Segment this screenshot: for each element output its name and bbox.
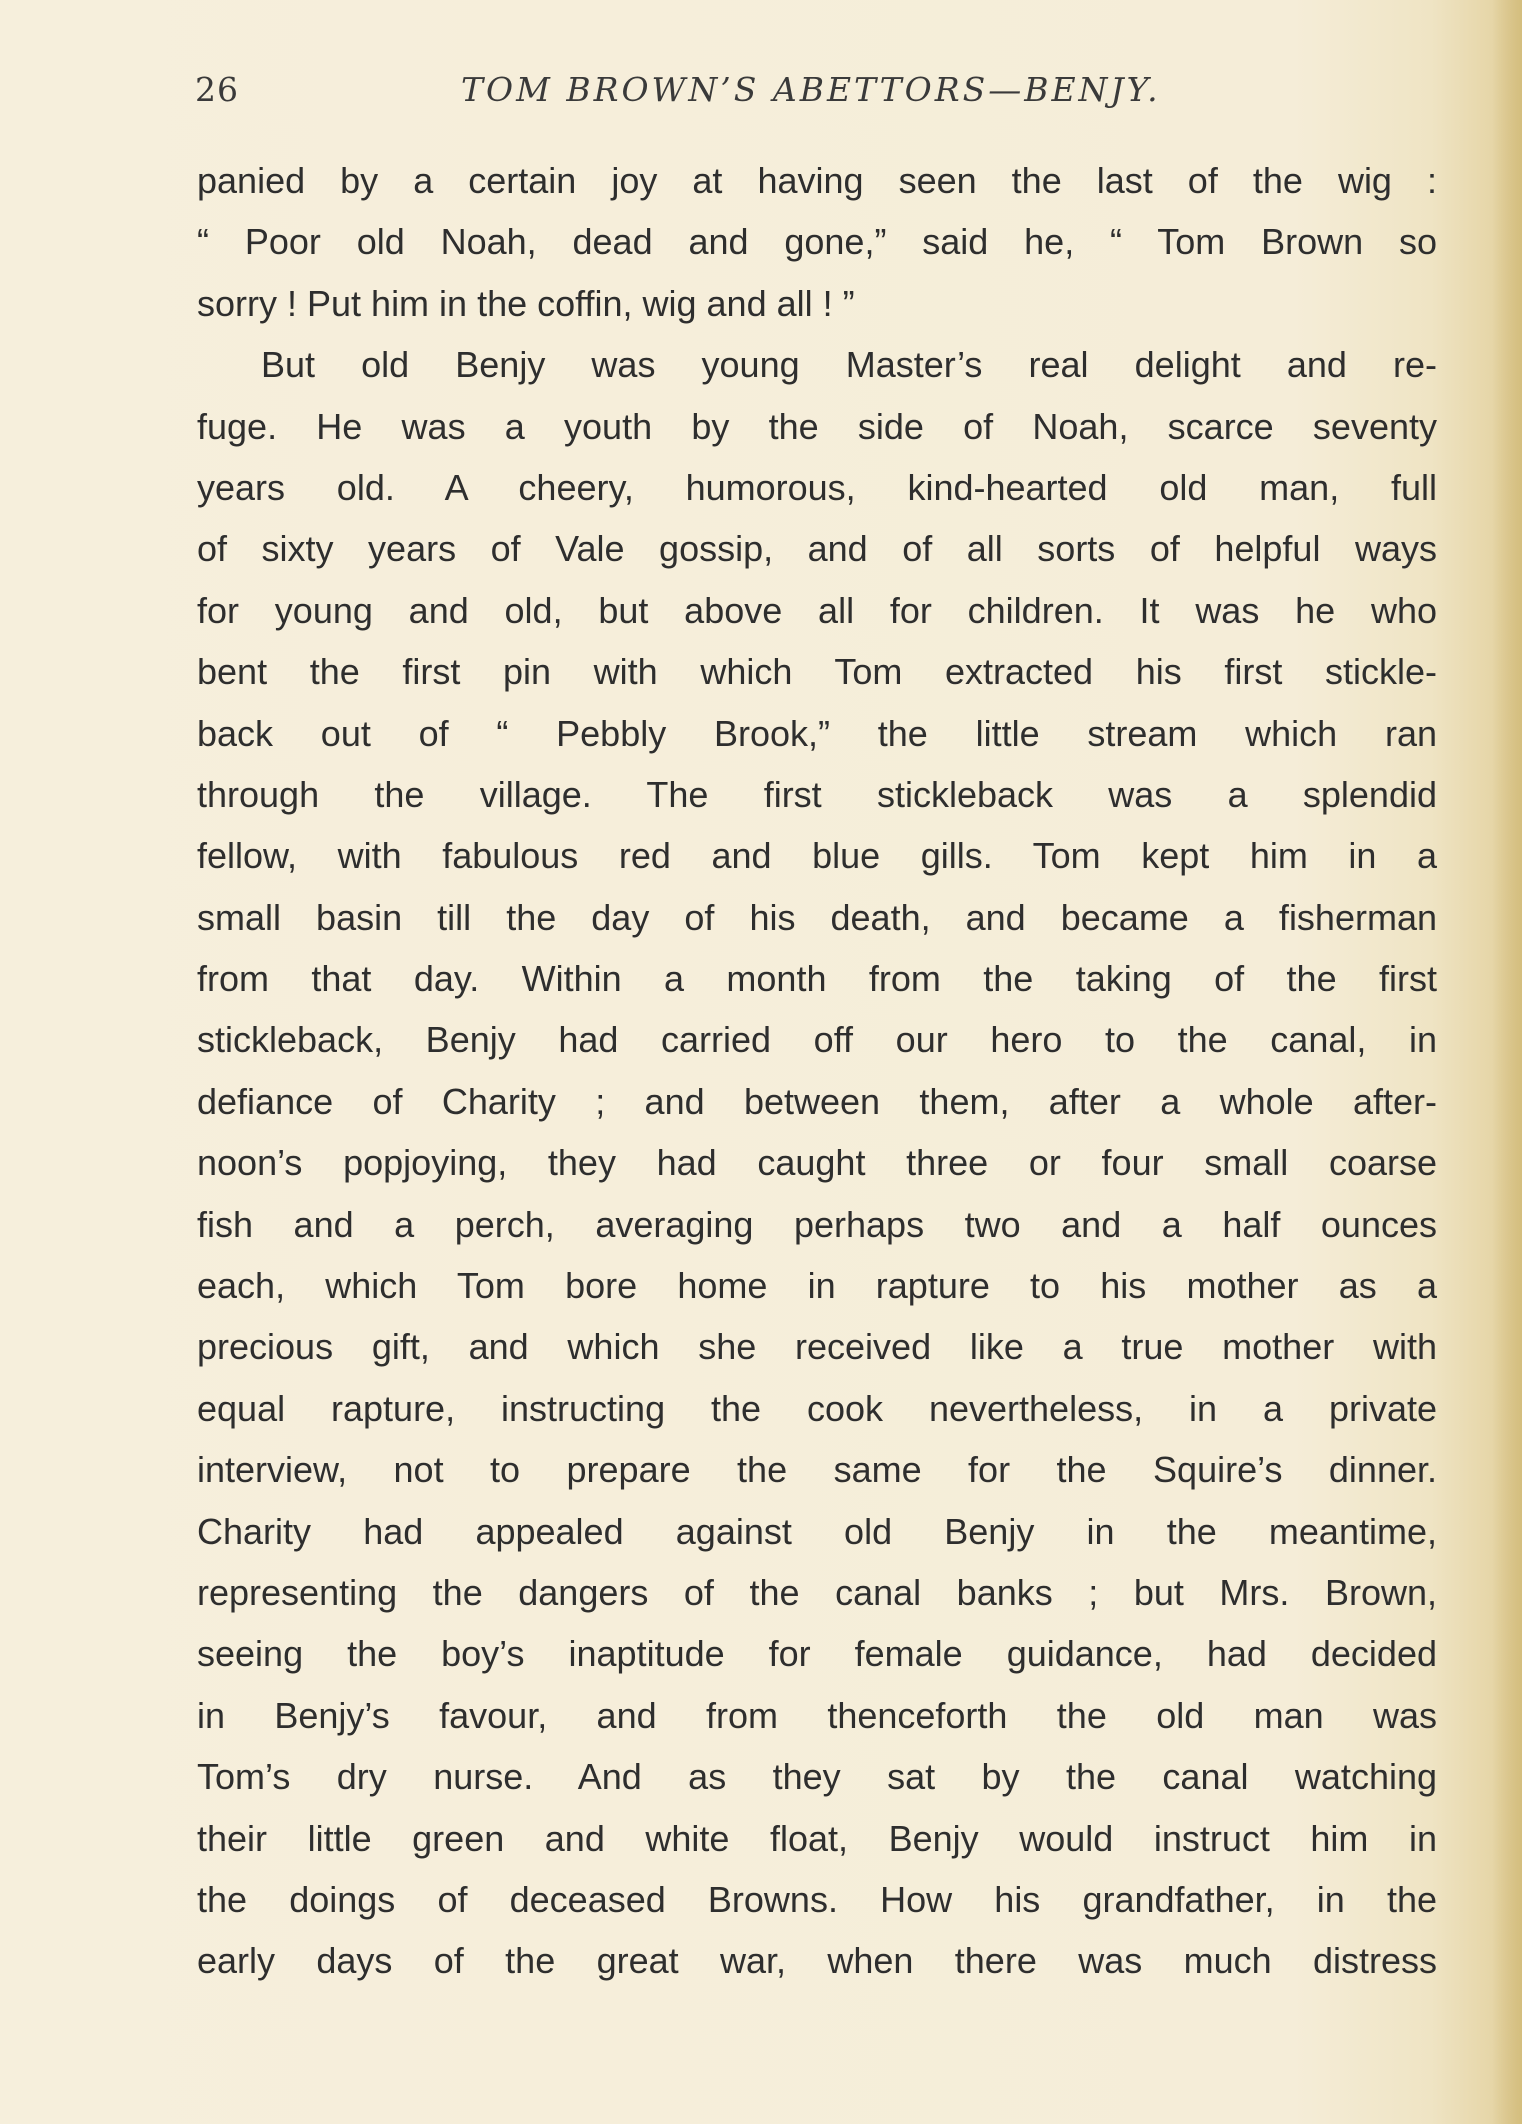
- text-line: fuge. He was a youth by the side of Noah, scarce seventy: [197, 405, 1437, 447]
- text-line: “ Poor old Noah, dead and gone,” said he, “ Tom Brown so: [197, 221, 1437, 263]
- text-line: through the village. The first stickleback was a splendid: [197, 773, 1437, 815]
- page-header: [195, 66, 1435, 116]
- text-line: years old. A cheery, humorous, kind-hearted old man, full: [197, 466, 1437, 508]
- text-line: equal rapture, instructing the cook nevertheless, in a private: [197, 1387, 1437, 1429]
- text-line: seeing the boy’s inaptitude for female guidance, had decided: [197, 1633, 1437, 1675]
- running-head: TOM BROWN’S ABETTORS—BENJY.: [461, 70, 1161, 109]
- page-number: 26: [195, 70, 239, 109]
- text-line: interview, not to prepare the same for the Squire’s dinner.: [197, 1449, 1437, 1491]
- text-line: representing the dangers of the canal banks ; but Mrs. Brown,: [197, 1571, 1437, 1613]
- page-edge-shadow: [1492, 0, 1522, 2124]
- text-line: the doings of deceased Browns. How his grandfather, in the: [197, 1878, 1437, 1920]
- body-text: [197, 150, 1437, 1992]
- text-line: of sixty years of Vale gossip, and of all sorts of helpful ways: [197, 528, 1437, 570]
- text-line: fish and a perch, averaging perhaps two and a half ounces: [197, 1203, 1437, 1245]
- text-line: small basin till the day of his death, and became a fisherman: [197, 896, 1437, 938]
- text-line: Charity had appealed against old Benjy in the meantime,: [197, 1510, 1437, 1552]
- text-line: defiance of Charity ; and between them, after a whole after-: [197, 1080, 1437, 1122]
- text-line: in Benjy’s favour, and from thenceforth the old man was: [197, 1694, 1437, 1736]
- text-line: fellow, with fabulous red and blue gills. Tom kept him in a: [197, 835, 1437, 877]
- text-line: for young and old, but above all for children. It was he who: [197, 589, 1437, 631]
- text-line: sorry ! Put him in the coffin, wig and all ! ”: [197, 282, 855, 324]
- text-line: bent the first pin with which Tom extracted his first stickle-: [197, 651, 1437, 693]
- text-line: Tom’s dry nurse. And as they sat by the canal watching: [197, 1756, 1437, 1798]
- text-line: stickleback, Benjy had carried off our hero to the canal, in: [197, 1019, 1437, 1061]
- text-line: But old Benjy was young Master’s real delight and re-: [261, 344, 1437, 386]
- text-line: early days of the great war, when there was much distress: [197, 1940, 1437, 1982]
- text-line: back out of “ Pebbly Brook,” the little stream which ran: [197, 712, 1437, 754]
- text-line: precious gift, and which she received like a true mother with: [197, 1326, 1437, 1368]
- text-line: noon’s popjoying, they had caught three or four small coarse: [197, 1142, 1437, 1184]
- text-line: panied by a certain joy at having seen the last of the wig :: [197, 160, 1437, 201]
- text-line: each, which Tom bore home in rapture to his mother as a: [197, 1265, 1437, 1307]
- text-line: their little green and white float, Benjy would instruct him in: [197, 1817, 1437, 1859]
- text-line: from that day. Within a month from the taking of the first: [197, 958, 1437, 1000]
